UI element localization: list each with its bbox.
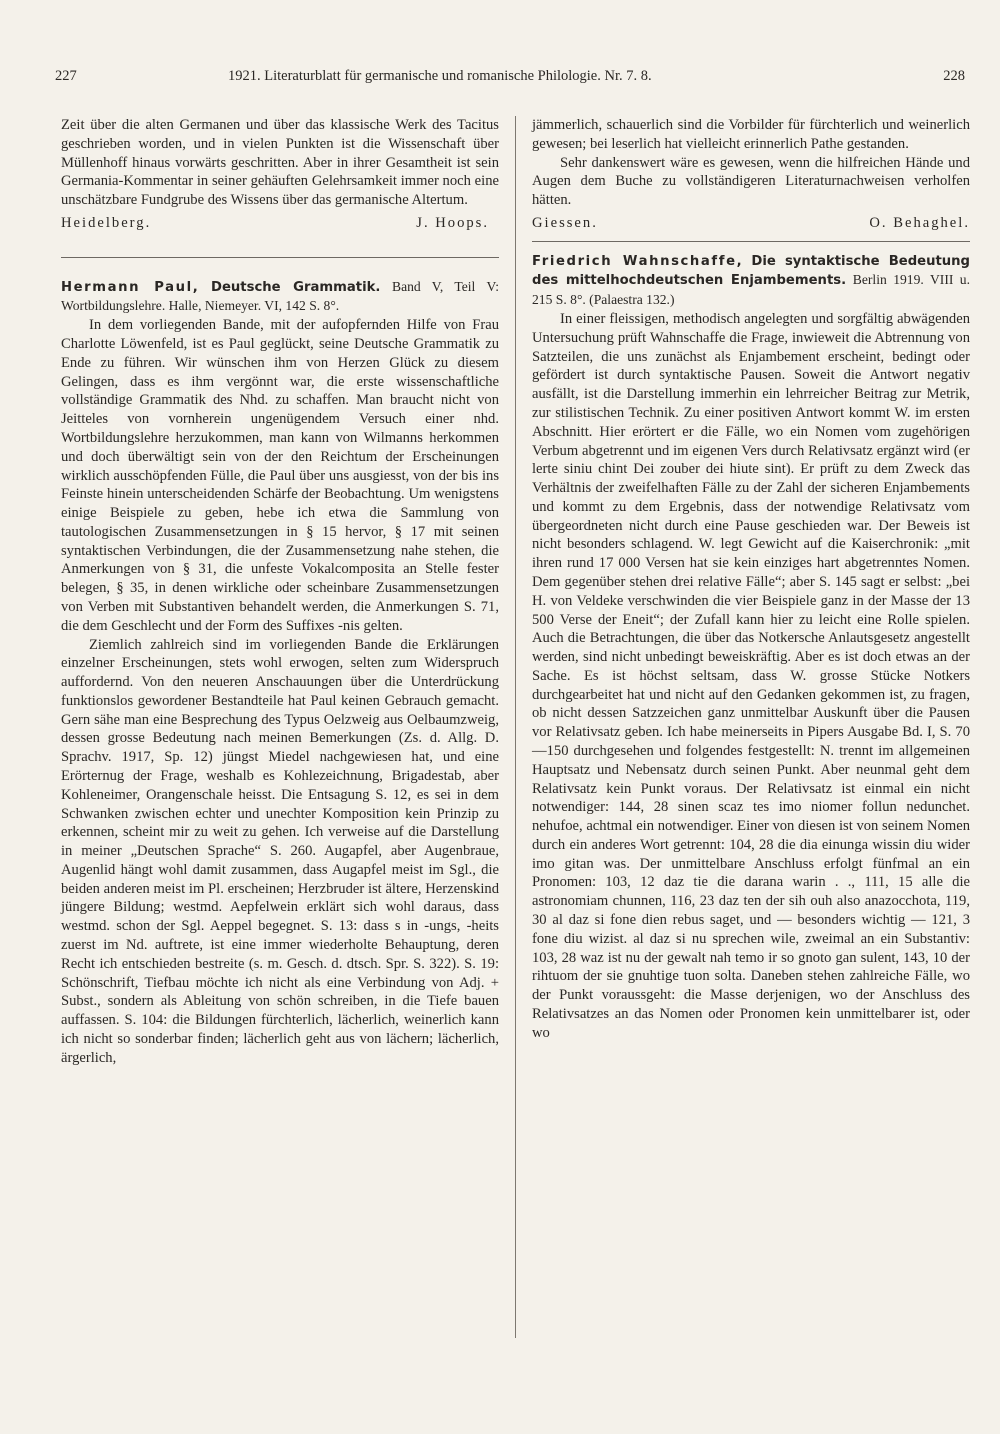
left-column <box>61 116 499 1068</box>
review-heading-paul <box>61 278 499 317</box>
signature-place: Giessen. <box>532 214 598 231</box>
review-paragraph: In einer fleissigen, methodisch angelegten und sorgfältig abwägenden Untersuchung prüft Wahnschaffe die Frage, inwieweit die Abtrennung von Satzteilen, die uns zunächst als Enjambement erscheint, bedingt oder gefördert ist durch syntaktische Pausen. Soweit die Antwort negativ ausfällt, ist die Darstellung immerhin ein lehrreicher Beitrag zur Metrik, zur stilistischen Technik. Zu einer positiven Antwort kommt W. im ersten Abschnitt. Hier erörtert er die Fälle, wo ein Nomen vom zugehörigen Verbum abgetrennt und im eigenen Vers durch Relativsatz ergänzt wird (er lerte siniu chint Dei zouber dei hiute sint). Er prüft zu dem Zweck das Verhältnis der zweifelhaften Fälle zu der Zahl der sicheren Enjambements und kommt zu dem Ergebnis, dass der notwendige Relativsatz vom übergeordneten nicht durch eine Pause geschieden war. Der Beweis ist nicht besonders schlagend. W. legt Gewicht auf die Kaiserchronik: „mit ihren rund 17 000 Versen hat sie kein einziges hart abgetrenntes Nomen. Dem gegenüber stehen drei relative Fälle“; aber S. 145 sagt er selbst: „bei H. von Veldeke verschwinden die vier Beispiele ganz in der Masse der 13 500 Verse der Eneit“; der Zufall kann hier zu leicht eine Rolle spielen. Auch die Betrachtungen, die über das Notkersche Anlautsgesetz angestellt werden, sind nicht unbedingt beweiskräftig. Aber es ist doch etwas an der Sache. Es ist höchst seltsam, dass W. grosse Stücke Notkers durchgearbeitet hat und nicht auf den Gedanken gekommen ist, zu fragen, ob nicht dessen Satzzeichen ganz unmittelbar Auskunft über die Pausen vor Relativsatz geben. Ich habe meinerseits in Pipers Ausgabe Bd. I, S. 70—150 durchgesehen und folgendes festgestellt: N. trennt im allgemeinen Hauptsatz und Nebensatz durch seinen Punkt. Aber neunmal geht dem Relativsatz kein Punkt voraus. Der Relativsatz ist einmal ein nicht notwendiger: 144, 28 sinen scaz tes imo niomer follun nedunchet. nehufoe, achtmal ein notwendiger. Einer von diesen ist von seinem Nomen durch ein anderes Wort getrennt: 104, 28 die dia einunga wissin diu wider imo gitan was. Der unmittelbare Anschluss erfolgt fünfmal an ein Pronomen: 103, 12 daz tie die darana warin . ., 111, 15 alle die astronomiam chunnen, 116, 23 daz ten der sih ouh also anazocchota, 119, 30 al daz si fone dien rebus saget, und — besonders wichtig — 121, 3 fone diu wizist. al daz si nu sprechen wile, zweimal an ein Substantiv: 103, 28 waz ist nu der gewalt nah temo ir so gnoto gan sulent, 143, 10 der rihtuom der sie gnuhtige tuon solta. Daneben stehen zahlreiche Fälle, wo der Punkt voraussgeht: die Masse derjenigen, wo der Anschluss des Relativsatzes an das Nomen oder Pronomen kein unmittelbarer ist, oder wo <box>532 311 970 1041</box>
column-divider <box>515 116 516 1338</box>
signature-place: Heidelberg. <box>61 214 152 231</box>
right-column <box>532 116 970 1043</box>
signature-name: O. Behaghel. <box>869 214 970 231</box>
review-publication: Berlin 1919. VIII u. 215 S. 8°. (Palaestra 132.) <box>532 272 970 308</box>
review-publication: Band V, Teil V: Wortbildungslehre. Halle, Niemeyer. VI, 142 S. 8°. <box>61 278 500 314</box>
review-paragraph: In dem vorliegenden Bande, mit der aufopfernden Hilfe von Frau Charlotte Löwenfeld, ist es Paul geglückt, seine Deutsche Grammatik zu Ende zu führen. Wir wünschen ihm von Herzen Glück zu diesem Gelingen, dass es ihm vergönnt war, die erste wissenschaftliche vollständige Grammatik des Nhd. zu schaffen. Man braucht nicht von Jeitteles von vornherein ungenügendem Versuch einer nhd. Wortbildungslehre herzukommen, man kann von Wilmanns herkommen und doch überwältigt sein von der den Reichtum der Erscheinungen wirklich ausschöpfenden Fülle, die Paul über uns ausgiesst, von der bis ins Feinste hinein unterscheidenden Schärfe der Beobachtung. Um wenigstens einige Beispiele zu geben, hebe ich etwa die Sammlung von tautologischen Zusammensetzungen in § 15 hervor, § 17 mit seinen syntaktischen Verbindungen, die der Zusammensetzung nahe stehen, die Anmerkungen von § 31, die unfeste Vokalcomposita an Stelle fester belegen, § 35, in denen wirkliche oder scheinbare Zusammensetzungen von Verben mit Substantiven behandelt werden, die Anmerkungen S. 71, die dem Geschlecht und der Form des Suffixes -nis gelten. <box>61 317 499 634</box>
review-paragraph: Ziemlich zahlreich sind im vorliegenden Bande die Erklärungen einzelner Erscheinungen, stets wohl erwogen, selten zum Widerspruch auffordernd. Von den neueren Anschauungen über die Unterdrückung funktionslos gewordener Bestandteile hat Paul keinen Gebrauch gemacht. Gern sähe man eine Besprechung des Typus Oelzweig aus Oelbaumzweig, dessen grosse Bedeutung nach meinen Bemerkungen (Zs. d. Allg. D. Sprachv. 1917, Sp. 12) jüngst Miedel nachgewiesen hat, und eine Erörternug der Frage, weshalb es Kohlezeichnung, Brigadestab, aber Kohleneimer, Orangenschale heisst. Die Entsagung S. 12, es sei in dem Schwanken zwischen echter und unechter Komposition kein Prinzip zu erkennen, scheint mir zu weit zu gehen. Ich verweise auf die Darstellung in meiner „Deutschen Sprache“ S. 260. Augapfel, aber Augenbraue, Augenlid hängt wohl damit zusammen, dass Augapfel meist im Sgl., die beiden anderen meist im Pl. erscheinen; Herzbruder ist ältere, Herzenskind jüngere Bildung; westmd. Aepfelwein erklärt sich wohl daraus, dass westmd. schon der Sgl. Aeppel begegnet. S. 13: dass s in -ungs, -heits zuerst im Nd. auftrete, ist eine immer wiederholte Behauptung, deren Recht ich entschieden bestreite (s. m. Gesch. d. dtsch. Spr. S. 322). S. 19: Schönschrift, Tiefbau möchte ich nicht als eine Verbindung von Adj. + Subst., sondern als Ableitung von schön schreiben, in die Tiefe bauen auffassen. S. 104: die Bildungen fürchterlich, lächerlich, weinerlich kann ich nicht so sonderbar finden; lächerlich geht aus von lächern; lächerlich, ärgerlich, <box>61 636 499 1066</box>
section-rule <box>61 257 499 258</box>
review-title: Die syntaktische Bedeutung des mittelhochdeutschen Enjambements. <box>532 253 970 289</box>
right-signature <box>532 214 970 233</box>
running-title: 1921. Literaturblatt für germanische und romanische Philologie. Nr. 7. 8. <box>228 68 652 84</box>
review-heading-wahnschaffe <box>532 252 970 310</box>
section-rule <box>532 241 970 242</box>
page-number-right: 228 <box>943 68 965 84</box>
page-header <box>55 68 965 92</box>
review-author: Hermann Paul, <box>61 279 200 295</box>
review-author: Friedrich Wahnschaffe, <box>532 253 744 269</box>
review-paragraph: Sehr dankenswert wäre es gewesen, wenn die hilfreichen Hände und Augen dem Buche zu vollständigeren Literaturnachweisen verholfen hätten. <box>532 154 970 209</box>
right-intro-paragraph: jämmerlich, schauerlich sind die Vorbilder für fürchterlich und weinerlich gewesen; bei leserlich hat vielleicht erinnerlich Pathe gestanden. <box>532 117 970 152</box>
left-signature <box>61 214 499 233</box>
left-intro-paragraph: Zeit über die alten Germanen und über das klassische Werk des Tacitus geschrieben worden, und in vielen Punkten ist die Wissenschaft über Müllenhoff hinaus vorwärts geschritten. Aber in ihrer Gesamtheit ist sein Germania-Kommentar in seiner gehäuften Gelehrsamkeit immer noch eine unschätzbare Fundgrube des Wissens über das germanische Altertum. <box>61 117 499 209</box>
review-title: Deutsche Grammatik. <box>211 279 381 295</box>
signature-name: J. Hoops. <box>416 214 489 231</box>
page-number-left: 227 <box>55 68 77 84</box>
